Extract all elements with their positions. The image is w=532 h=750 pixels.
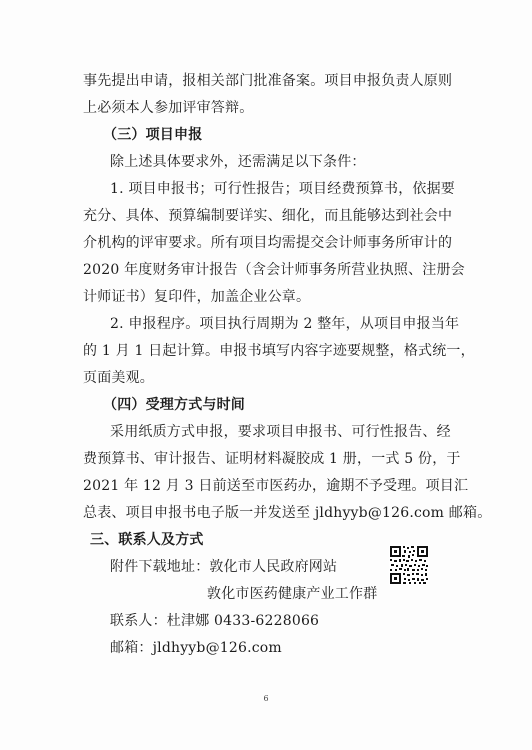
paragraph-line: 除上述具体要求外，还需满足以下条件：	[110, 154, 366, 170]
paragraph-line: 2021 年 12 月 3 日前送至市医药办，逾期不予受理。项目汇	[83, 478, 469, 494]
paragraph-line: 充分、具体、预算编制要详实、细化，而且能够达到社会中	[83, 208, 453, 224]
paragraph-line: 总表、项目申报书电子版一并发送至 jldhyyb@126.com 邮箱。	[83, 505, 492, 521]
contact-person: 联系人：杜津娜 0433-6228066	[110, 613, 320, 629]
paragraph-line: 2020 年度财务审计报告（含会计师事务所营业执照、注册会	[83, 262, 465, 278]
section-heading: 三、联系人及方式	[90, 532, 204, 548]
contact-email: 邮箱：jldhyyb@126.com	[110, 640, 282, 656]
page-number: 6	[263, 694, 269, 703]
paragraph-line: 计师证书）复印件，加盖企业公章。	[83, 289, 311, 305]
paragraph-line: 2. 申报程序。项目执行周期为 2 整年，从项目申报当年	[110, 316, 460, 332]
paragraph-line: 的 1 月 1 日起计算。申报书填写内容字迹要规整，格式统一，	[83, 343, 475, 359]
paragraph-line: 1. 项目申报书；可行性报告；项目经费预算书，依据要	[110, 181, 456, 197]
paragraph-line: 采用纸质方式申报，要求项目申报书、可行性报告、经	[110, 424, 451, 440]
section-heading: （四）受理方式与时间	[103, 397, 245, 413]
paragraph-line: 费预算书、审计报告、证明材料凝胶成 1 册，一式 5 份，于	[83, 451, 461, 467]
download-address-line2: 敦化市医药健康产业工作群	[207, 586, 378, 602]
qr-code-icon	[389, 545, 429, 585]
paragraph-line: 上必须本人参加评审答辩。	[83, 100, 254, 116]
paragraph-line: 事先提出申请，报相关部门批准备案。项目申报负责人原则	[83, 73, 453, 89]
paragraph-line: 介机构的评审要求。所有项目均需提交会计师事务所审计的	[83, 235, 453, 251]
download-address-label: 附件下载地址：敦化市人民政府网站	[110, 559, 338, 575]
section-heading: （三）项目申报	[103, 127, 203, 143]
paragraph-line: 页面美观。	[83, 370, 154, 386]
